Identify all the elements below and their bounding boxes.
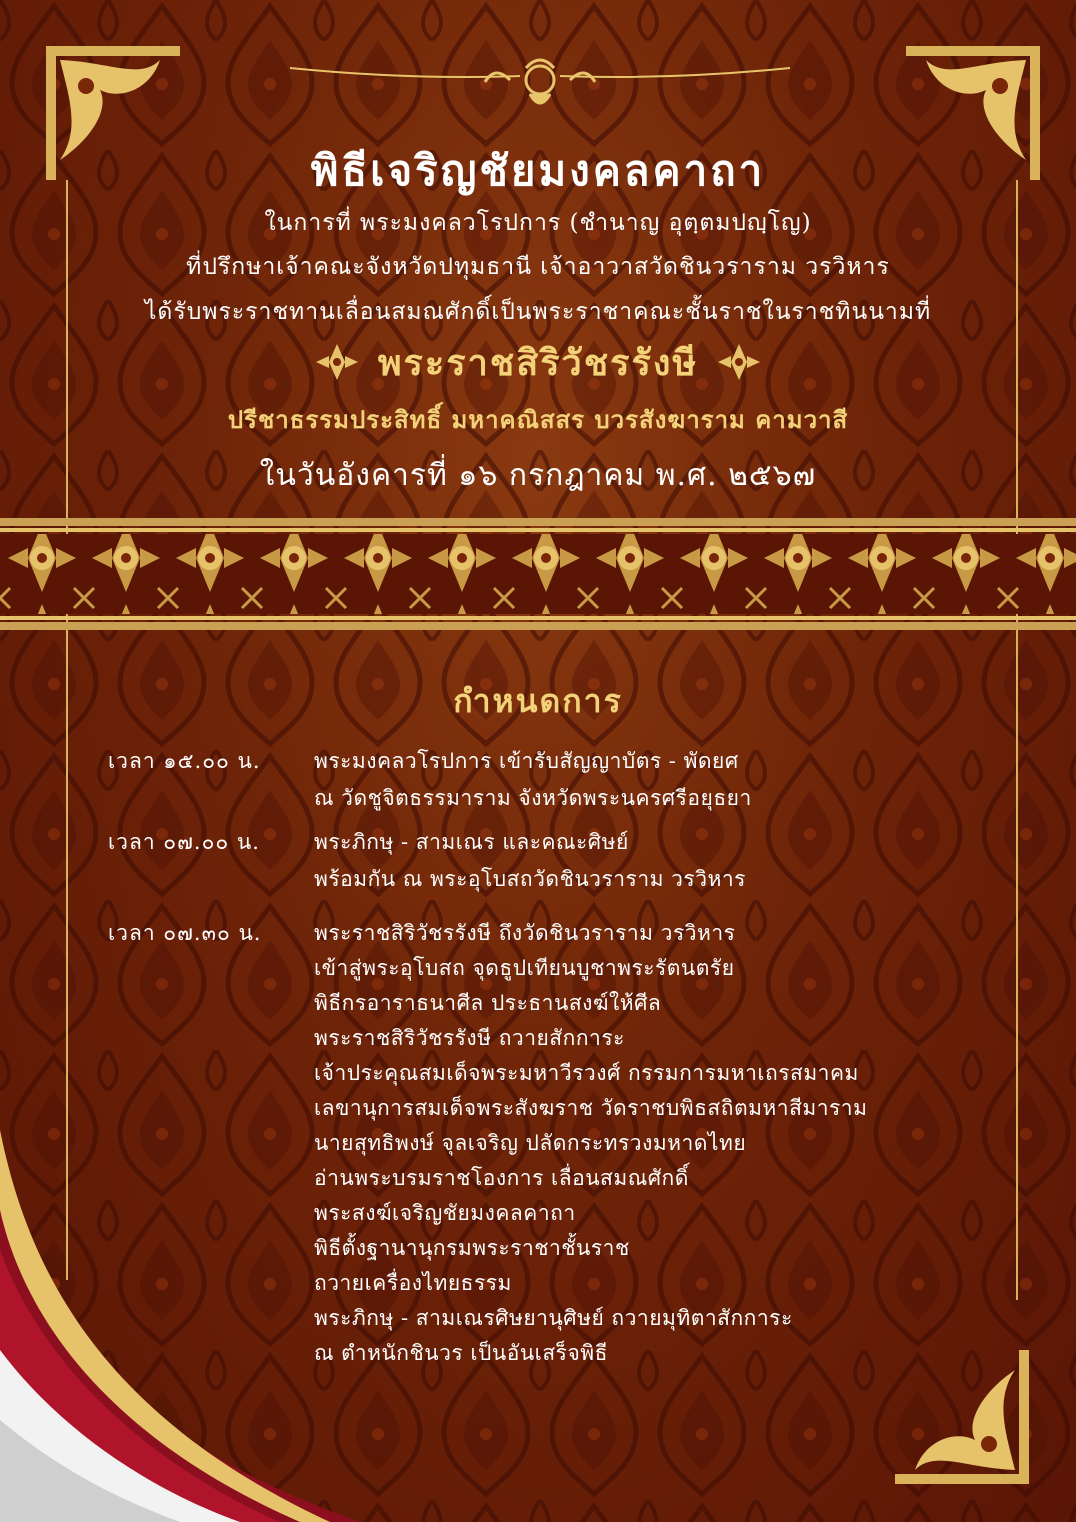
entry-line: ณ วัดชูจิตธรรมาราม จังหวัดพระนครศรีอยุธยา [314,786,752,810]
entry-line: ณ ตำหนักชินวร เป็นอันเสร็จพิธี [314,1341,608,1365]
schedule-heading: กำหนดการ [453,682,623,720]
ceremony-title: พิธีเจริญชัยมงคลคาถา [310,146,766,195]
schedule-entry [108,826,1008,896]
new-title-subtitle: ปรีชาธรรมประสิทธิ์ มหาคณิสสร บวรสังฆาราม คามวาสี [227,405,849,434]
entry-line: พระราชสิริวัชรรังษี ถึงวัดชินวราราม วรวิหาร [314,921,736,945]
intro-line-3: ได้รับพระราชทานเลื่อนสมณศักดิ์เป็นพระราชาคณะชั้นราชในราชทินนามที่ [144,299,932,325]
entry-line: อ่านพระบรมราชโองการ เลื่อนสมณศักดิ์ [314,1166,689,1190]
diamond-flower-icon [716,342,762,382]
entry-time: เวลา ๐๗.๓๐ น. [108,921,262,945]
entry-line: พิธีกรอาราธนาศีล ประธานสงฆ์ให้ศีล [314,991,662,1015]
schedule-entry [108,917,1008,1377]
entry-line: พระสงฆ์เจริญชัยมงคลคาถา [314,1201,576,1225]
entry-line: นายสุทธิพงษ์ จุลเจริญ ปลัดกระทรวงมหาดไทย [314,1131,747,1155]
intro-line-2: ที่ปรึกษาเจ้าคณะจังหวัดปทุมธานี เจ้าอาวาสวัดชินวราราม วรวิหาร [186,254,890,280]
entry-line: พร้อมกัน ณ พระอุโบสถวัดชินวราราม วรวิหาร [314,867,746,891]
schedule-entry [108,745,1008,815]
thai-pattern-band [0,518,1076,630]
entry-line: เข้าสู่พระอุโบสถ จุดธูปเทียนบูชาพระรัตนตรัย [314,956,735,980]
entry-line: พิธีตั้งฐานานุกรมพระราชาชั้นราช [314,1236,630,1260]
entry-time: เวลา ๐๗.๐๐ น. [108,830,260,854]
diamond-flower-icon [314,342,360,382]
new-title-row [0,332,1076,392]
intro-line-1: ในการที่ พระมงคลวโรปการ (ชำนาญ อุตฺตมปญฺโญ) [264,210,812,236]
entry-line: พระภิกษุ - สามเณร และคณะศิษย์ [314,830,629,854]
entry-time: เวลา ๑๕.๐๐ น. [108,749,261,773]
entry-line: พระมงคลวโรปการ เข้ารับสัญญาบัตร - พัดยศ [314,749,739,773]
entry-line: เลขานุการสมเด็จพระสังฆราช วัดราชบพิธสถิตมหาสีมาราม [314,1096,868,1120]
entry-line: เจ้าประคุณสมเด็จพระมหาวีรวงศ์ กรรมการมหาเถรสมาคม [314,1061,859,1085]
ceremony-date: ในวันอังคารที่ ๑๖ กรกฎาคม พ.ศ. ๒๕๖๗ [259,458,817,493]
entry-line: พระภิกษุ - สามเณรศิษยานุศิษย์ ถวายมุทิตาสักการะ [314,1306,793,1330]
entry-line: พระราชสิริวัชรรังษี ถวายสักการะ [314,1026,625,1050]
entry-line: ถวายเครื่องไทยธรรม [314,1271,512,1295]
new-title-name: พระราชสิริวัชรรังษี [377,341,699,384]
top-flourish-icon [290,50,790,120]
